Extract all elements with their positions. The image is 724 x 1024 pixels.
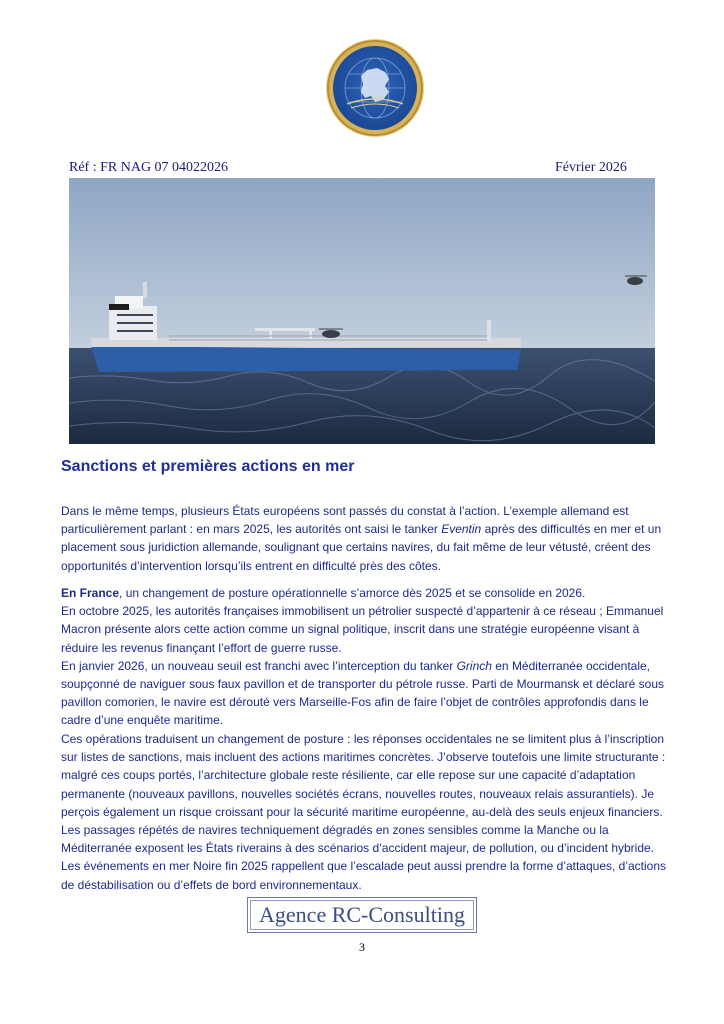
tanker-ship-photo xyxy=(69,178,655,444)
document-date: Février 2026 xyxy=(555,160,627,175)
agency-logo: Agence RC-Consulting xyxy=(247,897,477,933)
europe-globe-emblem-icon xyxy=(333,46,417,130)
reference-code: Réf : FR NAG 07 04022026 xyxy=(69,160,229,175)
page-number: 3 xyxy=(359,940,365,954)
paragraph-germany: Dans le même temps, plusieurs États européens sont passés du constat à l’action. L’exemple allemand est particulièrement parlant : en mars 2025, les autorités ont saisi le tanker Eventin après des difficultés en mer et un placement sous juridiction allemande, soulignant que certains navires, du fait même de leur vétusté, créent des opportunités d’intervention lorsqu’ils entrent en difficulté près des côtes. xyxy=(61,504,662,573)
section-title: Sanctions et premières actions en mer xyxy=(61,458,355,475)
paragraph-france: En France, un changement de posture opérationnelle s’amorce dès 2025 et se consolide en 2026. En octobre 2025, les autorités françaises immobilisent un pétrolier suspecté d’appartenir à ce réseau ; Emmanuel Macron présente alors cette action comme un signal politique, inscrit dans une stratégie européenne visant à réduire les revenus finançant l’effort de guerre russe. En janvier 2026, un nouveau seuil est franchi avec l’interception du tanker Grinch en Méditerranée occidentale, soupçonné de naviguer sous faux pavillon et de transporter du pétrole russe. Parti de Mourmansk et déclaré sous pavillon comorien, le navire est dérouté vers Marseille-Fos afin de faire l’objet de contrôles approfondis dans le cadre d’une enquête maritime. xyxy=(61,586,665,728)
paragraph-posture: Ces opérations traduisent un changement de posture : les réponses occidentales ne se limitent plus à l’inscription sur listes de sanctions, mais incluent des actions maritimes concrètes. J’observe toutefois une limite structurante : malgré ces coups portés, l’architecture globale reste résiliente, car elle repose sur une capacité d’adaptation permanente (nouveaux pavillons, nouvelles sociétés écrans, nouvelles routes, nouveaux relais assurantiels). Je perçois également un risque croissant pour la sécurité maritime européenne, au-delà des seuls enjeux financiers. Les passages répétés de navires techniquement dégradés en zones sensibles comme la Manche ou la Méditerranée exposent les États riverains à des scénarios d’accident majeur, de pollution, ou d’incident hybride. Les événements en mer Noire fin 2025 rappellent que l’escalade peut aussi prendre la forme d’attaques, d’actions de déstabilisation ou d’effets de bord environnementaux. xyxy=(61,732,667,892)
